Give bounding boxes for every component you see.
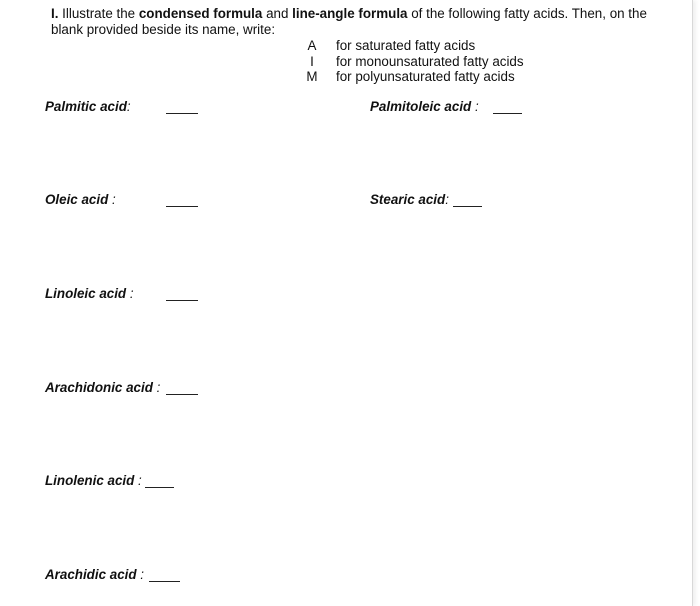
legend-description: for monounsaturated fatty acids <box>336 53 524 69</box>
legend-code: I <box>310 53 314 69</box>
oleic-acid-blank[interactable] <box>166 206 198 207</box>
acid-colon: : <box>108 192 116 207</box>
instruction-number: I. <box>51 6 59 21</box>
linoleic-acid-blank[interactable] <box>166 300 198 301</box>
classification-legend <box>290 38 524 85</box>
arachidonic-acid-label <box>45 380 160 396</box>
instruction-part-1: Illustrate the <box>58 6 139 21</box>
palmitic-acid-blank[interactable] <box>166 113 198 114</box>
acid-colon: : <box>126 286 134 301</box>
acid-colon: : <box>445 192 449 207</box>
acid-name: Stearic acid <box>370 192 446 207</box>
palmitic-acid-label <box>45 99 131 115</box>
acid-name: Palmitoleic acid <box>370 99 472 114</box>
arachidonic-acid-blank[interactable] <box>166 394 198 395</box>
stearic-acid-label <box>370 192 449 208</box>
instruction-text <box>51 6 671 38</box>
oleic-acid-label <box>45 192 116 208</box>
acid-name: Linoleic acid <box>45 286 127 301</box>
linoleic-acid-label <box>45 286 134 302</box>
acid-colon: : <box>152 380 161 395</box>
acid-colon: : <box>471 99 479 114</box>
stearic-acid-blank[interactable] <box>453 206 482 207</box>
acid-name: Arachidic acid <box>45 567 137 582</box>
instruction-part-2: and <box>262 6 293 21</box>
acid-name: Arachidonic acid <box>45 380 153 395</box>
legend-row-monounsaturated <box>290 54 524 70</box>
legend-row-saturated <box>290 38 524 54</box>
linolenic-acid-blank[interactable] <box>145 487 174 488</box>
acid-name: Oleic acid <box>45 192 109 207</box>
arachidic-acid-blank[interactable] <box>149 581 180 582</box>
acid-colon: : <box>134 473 142 488</box>
palmitoleic-acid-blank[interactable] <box>493 113 522 114</box>
worksheet-page <box>6 0 693 606</box>
palmitoleic-acid-label <box>370 99 479 115</box>
legend-description: for saturated fatty acids <box>336 38 476 53</box>
acid-name: Linolenic acid <box>45 473 135 488</box>
instruction-condensed-formula: condensed formula <box>138 6 263 21</box>
instruction-line-angle-formula: line-angle formula <box>292 6 408 21</box>
arachidic-acid-label <box>45 567 144 583</box>
legend-code: A <box>307 38 317 53</box>
acid-colon: : <box>136 567 144 582</box>
legend-description: for polyunsaturated fatty acids <box>336 69 515 84</box>
acid-colon: : <box>126 99 131 114</box>
instruction-part-3: of the following fatty acids. Then, on the blank provided beside its name, write: <box>51 6 647 37</box>
linolenic-acid-label <box>45 473 142 489</box>
legend-row-polyunsaturated <box>290 69 524 85</box>
legend-code: M <box>306 69 318 84</box>
acid-name: Palmitic acid <box>45 99 127 114</box>
